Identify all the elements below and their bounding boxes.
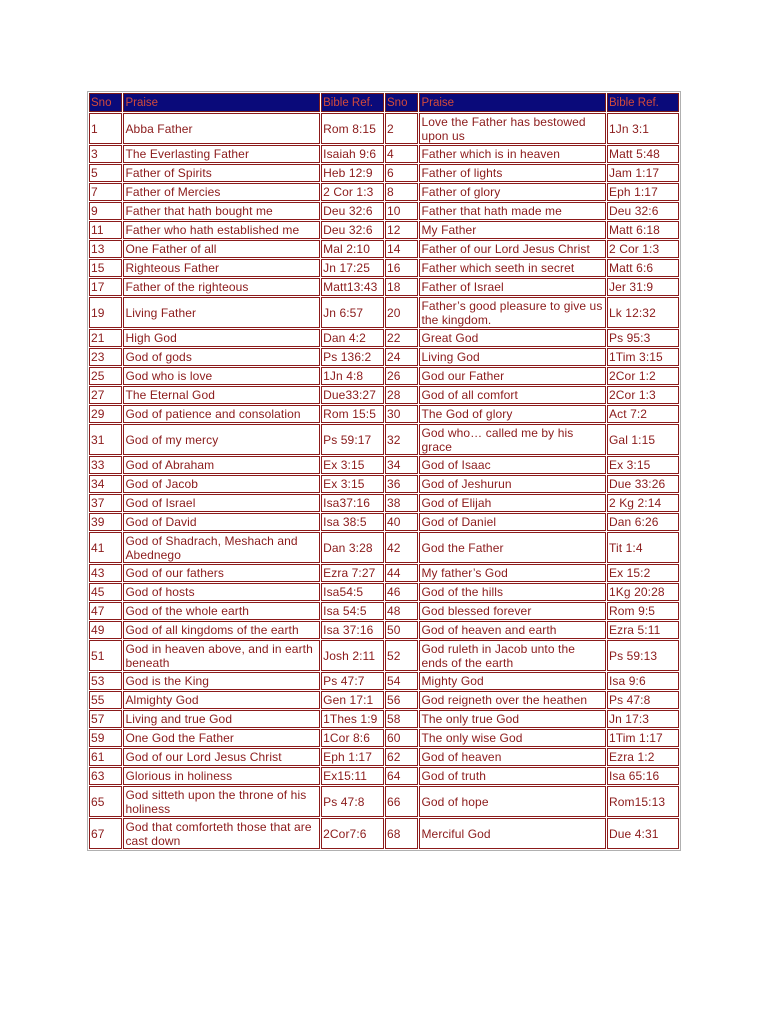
sno-cell: 52 xyxy=(385,640,418,671)
praise-cell: God blessed forever xyxy=(419,602,606,620)
sno-cell: 22 xyxy=(385,329,418,347)
bible-ref-cell: Heb 12:9 xyxy=(321,164,384,182)
sno-cell: 56 xyxy=(385,691,418,709)
praise-cell: God our Father xyxy=(419,367,606,385)
sno-cell: 45 xyxy=(89,583,122,601)
bible-ref-cell: Jn 17:25 xyxy=(321,259,384,277)
sno-cell: 24 xyxy=(385,348,418,366)
sno-cell: 28 xyxy=(385,386,418,404)
praise-cell: God who is love xyxy=(123,367,320,385)
praise-cell: God of hosts xyxy=(123,583,320,601)
sno-cell: 1 xyxy=(89,113,122,144)
praise-cell: God of heaven and earth xyxy=(419,621,606,639)
praise-cell: Father who hath established me xyxy=(123,221,320,239)
praise-cell: Father of lights xyxy=(419,164,606,182)
bible-ref-cell: Ps 47:8 xyxy=(321,786,384,817)
praise-cell: One God the Father xyxy=(123,729,320,747)
praise-cell: God of all comfort xyxy=(419,386,606,404)
bible-ref-cell: Dan 4:2 xyxy=(321,329,384,347)
praise-cell: God of heaven xyxy=(419,748,606,766)
praise-cell: God of the hills xyxy=(419,583,606,601)
praise-cell: God of Shadrach, Meshach and Abednego xyxy=(123,532,320,563)
praise-cell: God of my mercy xyxy=(123,424,320,455)
table-row xyxy=(89,240,679,258)
bible-ref-cell: Matt13:43 xyxy=(321,278,384,296)
sno-cell: 68 xyxy=(385,818,418,849)
praise-cell: Living God xyxy=(419,348,606,366)
table-row xyxy=(89,583,679,601)
sno-cell: 39 xyxy=(89,513,122,531)
sno-cell: 46 xyxy=(385,583,418,601)
bible-ref-cell: Isaiah 9:6 xyxy=(321,145,384,163)
sno-cell: 48 xyxy=(385,602,418,620)
praise-cell: Father of Israel xyxy=(419,278,606,296)
sno-cell: 11 xyxy=(89,221,122,239)
praise-cell: Father which seeth in secret xyxy=(419,259,606,277)
table-row xyxy=(89,767,679,785)
sno-cell: 38 xyxy=(385,494,418,512)
praise-cell: God of Jeshurun xyxy=(419,475,606,493)
praise-cell: Father which is in heaven xyxy=(419,145,606,163)
table-row xyxy=(89,259,679,277)
table-row xyxy=(89,621,679,639)
sno-cell: 14 xyxy=(385,240,418,258)
praise-table xyxy=(87,91,681,851)
bible-ref-cell: 2 Cor 1:3 xyxy=(321,183,384,201)
sno-cell: 41 xyxy=(89,532,122,563)
sno-cell: 60 xyxy=(385,729,418,747)
sno-cell: 31 xyxy=(89,424,122,455)
praise-cell: My Father xyxy=(419,221,606,239)
table-row xyxy=(89,818,679,849)
table-row xyxy=(89,405,679,423)
praise-cell: God who… called me by his grace xyxy=(419,424,606,455)
sno-cell: 15 xyxy=(89,259,122,277)
sno-cell: 29 xyxy=(89,405,122,423)
sno-cell: 32 xyxy=(385,424,418,455)
sno-cell: 49 xyxy=(89,621,122,639)
table-row xyxy=(89,602,679,620)
praise-cell: Father of Spirits xyxy=(123,164,320,182)
bible-ref-cell: Due33:27 xyxy=(321,386,384,404)
bible-ref-cell: Lk 12:32 xyxy=(607,297,679,328)
bible-ref-cell: Ps 59:17 xyxy=(321,424,384,455)
table-row xyxy=(89,367,679,385)
sno-cell: 47 xyxy=(89,602,122,620)
table-row xyxy=(89,494,679,512)
sno-cell: 50 xyxy=(385,621,418,639)
sno-cell: 33 xyxy=(89,456,122,474)
sno-cell: 34 xyxy=(89,475,122,493)
sno-cell: 63 xyxy=(89,767,122,785)
sno-cell: 4 xyxy=(385,145,418,163)
praise-cell: God of our Lord Jesus Christ xyxy=(123,748,320,766)
praise-cell: Almighty God xyxy=(123,691,320,709)
praise-cell: God is the King xyxy=(123,672,320,690)
bible-ref-cell: 1Kg 20:28 xyxy=(607,583,679,601)
sno-cell: 27 xyxy=(89,386,122,404)
praise-cell: God of truth xyxy=(419,767,606,785)
bible-ref-cell: Matt 6:6 xyxy=(607,259,679,277)
bible-ref-cell: 2 Cor 1:3 xyxy=(607,240,679,258)
bible-ref-cell: Deu 32:6 xyxy=(607,202,679,220)
bible-ref-cell: Jam 1:17 xyxy=(607,164,679,182)
sno-cell: 62 xyxy=(385,748,418,766)
bible-ref-cell: Jn 6:57 xyxy=(321,297,384,328)
sno-cell: 54 xyxy=(385,672,418,690)
sno-cell: 26 xyxy=(385,367,418,385)
bible-ref-cell: Isa 37:16 xyxy=(321,621,384,639)
bible-ref-cell: Mal 2:10 xyxy=(321,240,384,258)
bible-ref-cell: Tit 1:4 xyxy=(607,532,679,563)
table-row xyxy=(89,424,679,455)
table-row xyxy=(89,691,679,709)
header-praise-2: Praise xyxy=(419,93,606,112)
table-row xyxy=(89,278,679,296)
praise-cell: God of patience and consolation xyxy=(123,405,320,423)
header-sno-2: Sno xyxy=(385,93,418,112)
bible-ref-cell: Dan 3:28 xyxy=(321,532,384,563)
table-row xyxy=(89,145,679,163)
bible-ref-cell: 1Cor 8:6 xyxy=(321,729,384,747)
table-row xyxy=(89,456,679,474)
sno-cell: 8 xyxy=(385,183,418,201)
table-row xyxy=(89,748,679,766)
sno-cell: 34 xyxy=(385,456,418,474)
bible-ref-cell: Isa 65:16 xyxy=(607,767,679,785)
table-row xyxy=(89,221,679,239)
sno-cell: 18 xyxy=(385,278,418,296)
bible-ref-cell: Ezra 1:2 xyxy=(607,748,679,766)
sno-cell: 44 xyxy=(385,564,418,582)
sno-cell: 12 xyxy=(385,221,418,239)
praise-cell: God sitteth upon the throne of his holiness xyxy=(123,786,320,817)
praise-cell: Father of Mercies xyxy=(123,183,320,201)
sno-cell: 61 xyxy=(89,748,122,766)
sno-cell: 66 xyxy=(385,786,418,817)
sno-cell: 17 xyxy=(89,278,122,296)
praise-cell: The God of glory xyxy=(419,405,606,423)
sno-cell: 21 xyxy=(89,329,122,347)
table-row xyxy=(89,113,679,144)
praise-cell: God ruleth in Jacob unto the ends of the earth xyxy=(419,640,606,671)
table-row xyxy=(89,710,679,728)
bible-ref-cell: Dan 6:26 xyxy=(607,513,679,531)
table-row xyxy=(89,202,679,220)
praise-cell: Glorious in holiness xyxy=(123,767,320,785)
praise-cell: Mighty God xyxy=(419,672,606,690)
bible-ref-cell: Ex 3:15 xyxy=(607,456,679,474)
praise-cell: Love the Father has bestowed upon us xyxy=(419,113,606,144)
bible-ref-cell: Ex 3:15 xyxy=(321,475,384,493)
header-bible-ref-2: Bible Ref. xyxy=(607,93,679,112)
praise-cell: Merciful God xyxy=(419,818,606,849)
praise-cell: God of the whole earth xyxy=(123,602,320,620)
header-bible-ref: Bible Ref. xyxy=(321,93,384,112)
sno-cell: 43 xyxy=(89,564,122,582)
bible-ref-cell: Rom15:13 xyxy=(607,786,679,817)
sno-cell: 16 xyxy=(385,259,418,277)
bible-ref-cell: Rom 15:5 xyxy=(321,405,384,423)
praise-cell: God the Father xyxy=(419,532,606,563)
praise-cell: God of our fathers xyxy=(123,564,320,582)
sno-cell: 57 xyxy=(89,710,122,728)
bible-ref-cell: Isa 54:5 xyxy=(321,602,384,620)
praise-cell: The only true God xyxy=(419,710,606,728)
praise-cell: God of hope xyxy=(419,786,606,817)
praise-cell: God of Jacob xyxy=(123,475,320,493)
table-row xyxy=(89,164,679,182)
header-praise: Praise xyxy=(123,93,320,112)
table-row xyxy=(89,786,679,817)
sno-cell: 13 xyxy=(89,240,122,258)
praise-cell: God reigneth over the heathen xyxy=(419,691,606,709)
sno-cell: 25 xyxy=(89,367,122,385)
bible-ref-cell: 1Tim 1:17 xyxy=(607,729,679,747)
praise-cell: God of Israel xyxy=(123,494,320,512)
praise-cell: Father’s good pleasure to give us the kingdom. xyxy=(419,297,606,328)
sno-cell: 5 xyxy=(89,164,122,182)
bible-ref-cell: Rom 8:15 xyxy=(321,113,384,144)
praise-cell: The Everlasting Father xyxy=(123,145,320,163)
bible-ref-cell: Gen 17:1 xyxy=(321,691,384,709)
praise-cell: High God xyxy=(123,329,320,347)
bible-ref-cell: Ex 15:2 xyxy=(607,564,679,582)
table-row xyxy=(89,297,679,328)
bible-ref-cell: Due 4:31 xyxy=(607,818,679,849)
bible-ref-cell: Isa 9:6 xyxy=(607,672,679,690)
bible-ref-cell: Act 7:2 xyxy=(607,405,679,423)
sno-cell: 9 xyxy=(89,202,122,220)
bible-ref-cell: Ps 59:13 xyxy=(607,640,679,671)
sno-cell: 67 xyxy=(89,818,122,849)
sno-cell: 2 xyxy=(385,113,418,144)
praise-cell: Living and true God xyxy=(123,710,320,728)
sno-cell: 42 xyxy=(385,532,418,563)
bible-ref-cell: Ezra 5:11 xyxy=(607,621,679,639)
bible-ref-cell: Ps 95:3 xyxy=(607,329,679,347)
table-row xyxy=(89,329,679,347)
bible-ref-cell: Deu 32:6 xyxy=(321,221,384,239)
sno-cell: 55 xyxy=(89,691,122,709)
bible-ref-cell: Ex15:11 xyxy=(321,767,384,785)
bible-ref-cell: Ex 3:15 xyxy=(321,456,384,474)
bible-ref-cell: Jn 17:3 xyxy=(607,710,679,728)
praise-cell: Righteous Father xyxy=(123,259,320,277)
bible-ref-cell: Ps 136:2 xyxy=(321,348,384,366)
table-row xyxy=(89,564,679,582)
sno-cell: 23 xyxy=(89,348,122,366)
table-row xyxy=(89,475,679,493)
sno-cell: 20 xyxy=(385,297,418,328)
bible-ref-cell: 2Cor 1:3 xyxy=(607,386,679,404)
bible-ref-cell: 2Cor7:6 xyxy=(321,818,384,849)
praise-cell: God that comforteth those that are cast down xyxy=(123,818,320,849)
bible-ref-cell: Ezra 7:27 xyxy=(321,564,384,582)
praise-cell: One Father of all xyxy=(123,240,320,258)
praise-cell: Living Father xyxy=(123,297,320,328)
table-body xyxy=(89,113,679,849)
praise-cell: God of David xyxy=(123,513,320,531)
sno-cell: 30 xyxy=(385,405,418,423)
praise-cell: My father’s God xyxy=(419,564,606,582)
bible-ref-cell: Josh 2:11 xyxy=(321,640,384,671)
bible-ref-cell: 1Tim 3:15 xyxy=(607,348,679,366)
sno-cell: 7 xyxy=(89,183,122,201)
praise-cell: God of gods xyxy=(123,348,320,366)
bible-ref-cell: 1Jn 4:8 xyxy=(321,367,384,385)
praise-cell: God of all kingdoms of the earth xyxy=(123,621,320,639)
sno-cell: 64 xyxy=(385,767,418,785)
bible-ref-cell: Deu 32:6 xyxy=(321,202,384,220)
praise-cell: God of Abraham xyxy=(123,456,320,474)
sno-cell: 3 xyxy=(89,145,122,163)
sno-cell: 65 xyxy=(89,786,122,817)
praise-cell: Father of glory xyxy=(419,183,606,201)
praise-cell: God of Elijah xyxy=(419,494,606,512)
header-sno: Sno xyxy=(89,93,122,112)
sno-cell: 51 xyxy=(89,640,122,671)
praise-cell: The Eternal God xyxy=(123,386,320,404)
bible-ref-cell: 1Thes 1:9 xyxy=(321,710,384,728)
table-row xyxy=(89,386,679,404)
bible-ref-cell: Eph 1:17 xyxy=(607,183,679,201)
praise-cell: The only wise God xyxy=(419,729,606,747)
praise-cell: Father of our Lord Jesus Christ xyxy=(419,240,606,258)
table-row xyxy=(89,532,679,563)
bible-ref-cell: Eph 1:17 xyxy=(321,748,384,766)
table-row xyxy=(89,513,679,531)
table-row xyxy=(89,348,679,366)
sno-cell: 10 xyxy=(385,202,418,220)
sno-cell: 59 xyxy=(89,729,122,747)
bible-ref-cell: Isa37:16 xyxy=(321,494,384,512)
praise-cell: Great God xyxy=(419,329,606,347)
bible-ref-cell: 2 Kg 2:14 xyxy=(607,494,679,512)
bible-ref-cell: Matt 5:48 xyxy=(607,145,679,163)
praise-cell: Father that hath bought me xyxy=(123,202,320,220)
sno-cell: 36 xyxy=(385,475,418,493)
praise-cell: God in heaven above, and in earth beneath xyxy=(123,640,320,671)
bible-ref-cell: Matt 6:18 xyxy=(607,221,679,239)
praise-cell: Father of the righteous xyxy=(123,278,320,296)
table-row xyxy=(89,672,679,690)
bible-ref-cell: 2Cor 1:2 xyxy=(607,367,679,385)
bible-ref-cell: Due 33:26 xyxy=(607,475,679,493)
bible-ref-cell: Gal 1:15 xyxy=(607,424,679,455)
table-row xyxy=(89,640,679,671)
sno-cell: 19 xyxy=(89,297,122,328)
bible-ref-cell: Isa54:5 xyxy=(321,583,384,601)
sno-cell: 53 xyxy=(89,672,122,690)
bible-ref-cell: Isa 38:5 xyxy=(321,513,384,531)
table-row xyxy=(89,183,679,201)
praise-cell: Father that hath made me xyxy=(419,202,606,220)
praise-cell: God of Daniel xyxy=(419,513,606,531)
praise-cell: Abba Father xyxy=(123,113,320,144)
bible-ref-cell: Ps 47:8 xyxy=(607,691,679,709)
sno-cell: 58 xyxy=(385,710,418,728)
bible-ref-cell: Ps 47:7 xyxy=(321,672,384,690)
sno-cell: 37 xyxy=(89,494,122,512)
sno-cell: 6 xyxy=(385,164,418,182)
bible-ref-cell: Rom 9:5 xyxy=(607,602,679,620)
praise-cell: God of Isaac xyxy=(419,456,606,474)
table-row xyxy=(89,729,679,747)
bible-ref-cell: 1Jn 3:1 xyxy=(607,113,679,144)
bible-ref-cell: Jer 31:9 xyxy=(607,278,679,296)
sno-cell: 40 xyxy=(385,513,418,531)
header-row xyxy=(89,93,679,112)
